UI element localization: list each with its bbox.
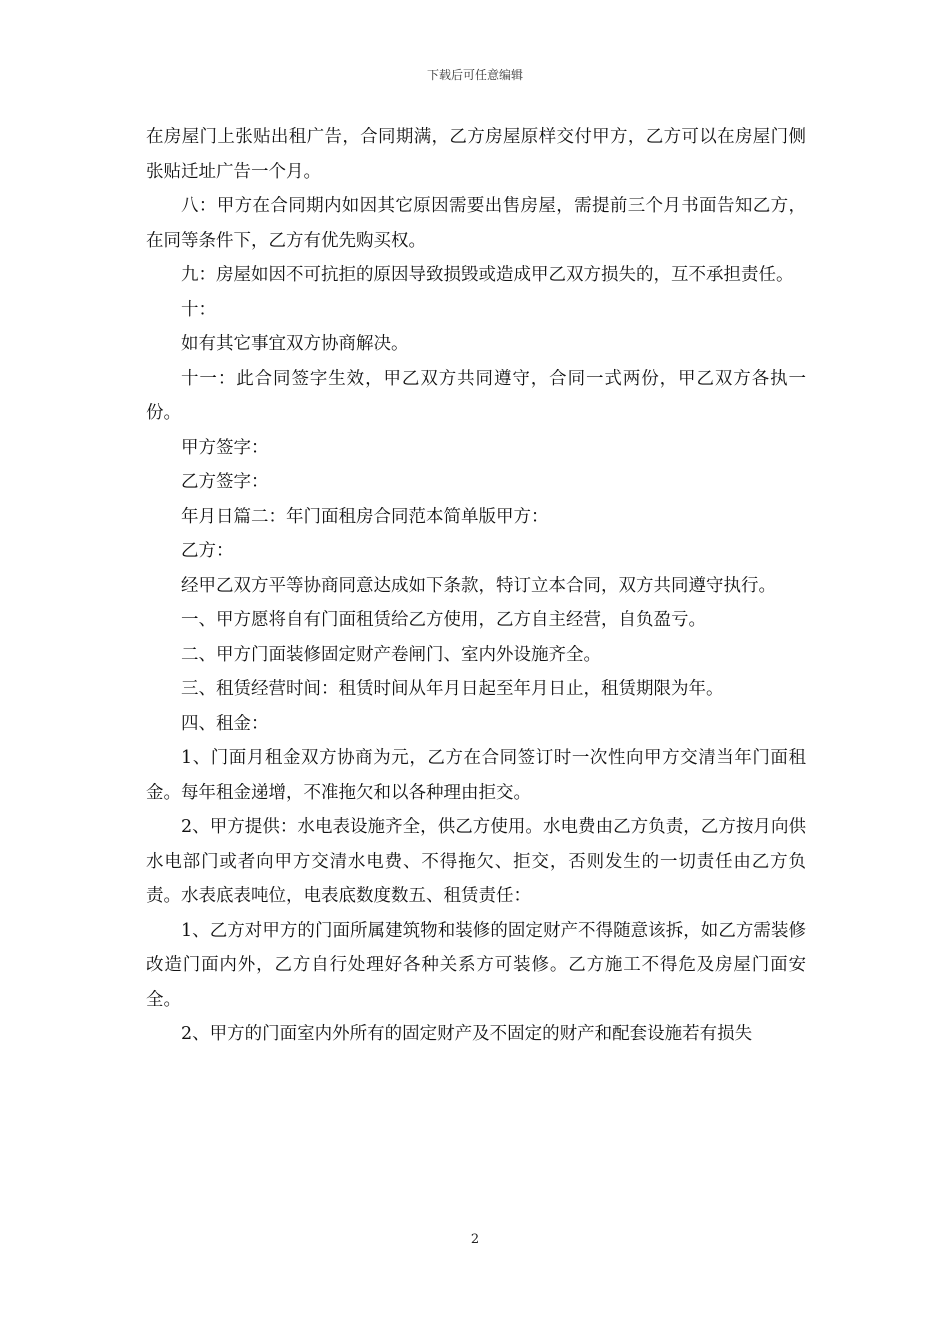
paragraph: 经甲乙双方平等协商同意达成如下条款，特订立本合同，双方共同遵守执行。 <box>181 575 776 596</box>
paragraph: 八：甲方在合同期内如因其它原因需要出售房屋，需提前三个月书面告知乙方，在同等条件下，乙方有优先购买权。 <box>146 196 806 251</box>
paragraph: 十： <box>181 299 216 320</box>
paragraph: 十一：此合同签字生效，甲乙双方共同遵守，合同一式两份，甲乙双方各执一份。 <box>146 368 806 423</box>
document-body <box>146 120 806 1052</box>
paragraph: 九：房屋如因不可抗拒的原因导致损毁或造成甲乙双方损失的，互不承担责任。 <box>181 265 794 285</box>
paragraph: 2、甲方的门面室内外所有的固定财产及不固定的财产和配套设施若有损失 <box>181 1024 753 1044</box>
paragraph: 乙方： <box>181 541 234 561</box>
paragraph: 三、租赁经营时间：租赁时间从年月日起至年月日止，租赁期限为年。 <box>181 679 724 699</box>
paragraph: 2、甲方提供：水电表设施齐全，供乙方使用。水电费由乙方负责，乙方按月向供水电部门或者向甲方交清水电费、不得拖欠、拒交，否则发生的一切责任由乙方负责。水表底表吨位，电表底数度数五、租赁责任： <box>146 817 806 906</box>
paragraph: 1、门面月租金双方协商为元，乙方在合同签订时一次性向甲方交清当年门面租金。每年租金递增，不准拖欠和以各种理由拒交。 <box>146 748 806 803</box>
page-number: 2 <box>470 1232 480 1247</box>
paragraph: 如有其它事宜双方协商解决。 <box>181 334 409 354</box>
paragraph: 在房屋门上张贴出租广告，合同期满，乙方房屋原样交付甲方，乙方可以在房屋门侧张贴迁址广告一个月。 <box>146 127 806 182</box>
paragraph: 四、租金： <box>181 713 269 734</box>
paragraph: 二、甲方门面装修固定财产卷闸门、室内外设施齐全。 <box>181 644 601 665</box>
paragraph: 年月日篇二：年门面租房合同范本简单版甲方： <box>181 506 549 527</box>
paragraph: 1、乙方对甲方的门面所属建筑物和装修的固定财产不得随意该拆，如乙方需装修改造门面内外，乙方自行处理好各种关系方可装修。乙方施工不得危及房屋门面安全。 <box>146 920 806 1010</box>
signature-line-party-b: 乙方签字： <box>181 472 269 492</box>
paragraph: 一、甲方愿将自有门面租赁给乙方使用，乙方自主经营，自负盈亏。 <box>181 610 706 630</box>
signature-line-party-a: 甲方签字： <box>181 437 269 458</box>
page-header: 下载后可任意编辑 <box>426 68 523 82</box>
